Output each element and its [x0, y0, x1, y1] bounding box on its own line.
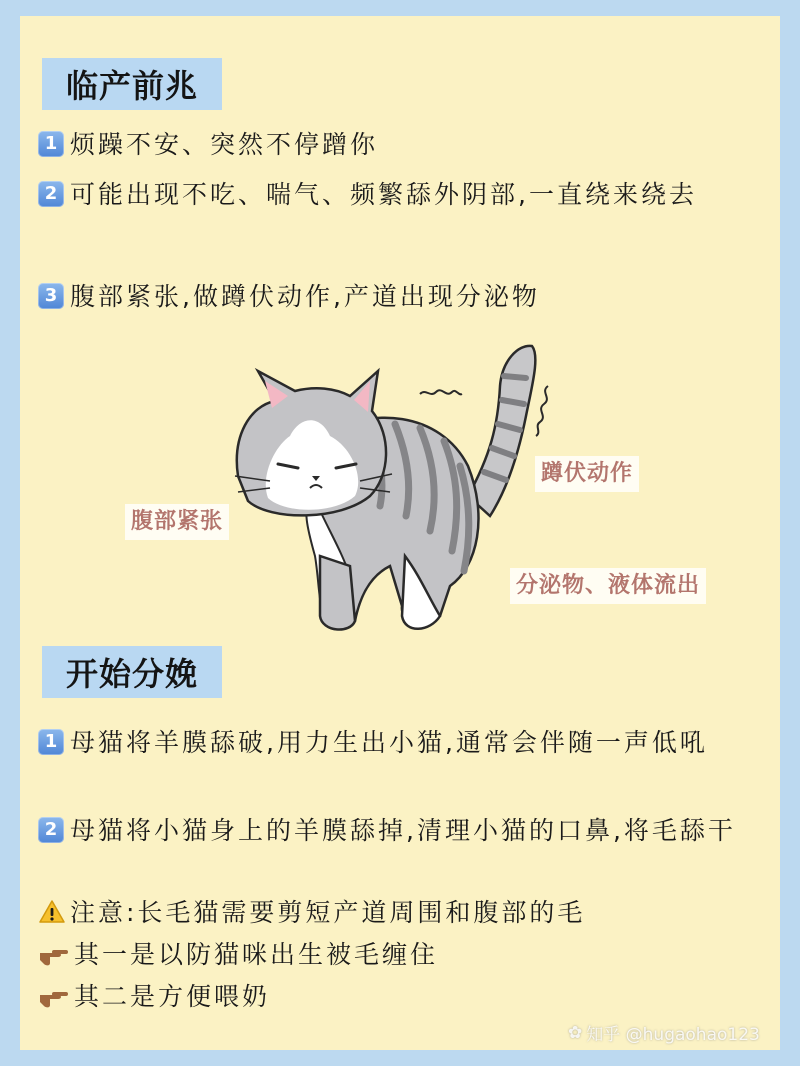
list-item-text: 母猫将小猫身上的羊膜舔掉,清理小猫的口鼻,将毛舔干 — [70, 816, 736, 845]
cat-tail — [468, 346, 535, 516]
label-squat: 蹲伏动作 — [535, 456, 639, 492]
section-heading-labor-start: 开始分娩 — [42, 646, 222, 698]
list-item-text: 其一是以防猫咪出生被毛缠住 — [74, 940, 439, 969]
watermark — [568, 1020, 760, 1045]
list-item — [38, 120, 760, 170]
motion-squiggle-tail — [536, 386, 548, 436]
list-item-text: 腹部紧张,做蹲伏动作,产道出现分泌物 — [70, 282, 540, 311]
list-item — [38, 972, 760, 1022]
list-item-text: 其二是方便喂奶 — [74, 982, 271, 1011]
list-item-text: 可能出现不吃、喘气、频繁舔外阴部,一直绕来绕去 — [70, 180, 697, 209]
pointing-hand-icon — [38, 987, 70, 1009]
paw-icon: ✿ — [568, 1022, 583, 1043]
section-heading-labor-signs: 临产前兆 — [42, 58, 222, 110]
pointing-hand-icon — [38, 945, 70, 967]
label-discharge: 分泌物、液体流出 — [510, 568, 706, 604]
cat-front-leg — [320, 556, 355, 630]
keycap-3-icon: 3 — [38, 283, 64, 309]
keycap-1-icon: 1 — [38, 131, 64, 157]
list-item — [38, 718, 760, 768]
label-belly: 腹部紧张 — [125, 504, 229, 540]
motion-squiggle-back — [420, 390, 462, 394]
list-item — [38, 806, 760, 856]
list-item — [38, 170, 760, 220]
keycap-1-icon: 1 — [38, 729, 64, 755]
article-card — [20, 16, 780, 1050]
keycap-2-icon: 2 — [38, 181, 64, 207]
list-item — [38, 272, 760, 322]
list-item-text: 烦躁不安、突然不停蹭你 — [70, 130, 379, 159]
watermark-text: 知乎 @hugaohao123 — [586, 1025, 760, 1045]
list-item-text: 母猫将羊膜舔破,用力生出小猫,通常会伴随一声低吼 — [70, 728, 708, 757]
keycap-2-icon: 2 — [38, 817, 64, 843]
warning-icon — [38, 898, 66, 926]
notice-text: 注意:长毛猫需要剪短产道周围和腹部的毛 — [70, 898, 586, 927]
